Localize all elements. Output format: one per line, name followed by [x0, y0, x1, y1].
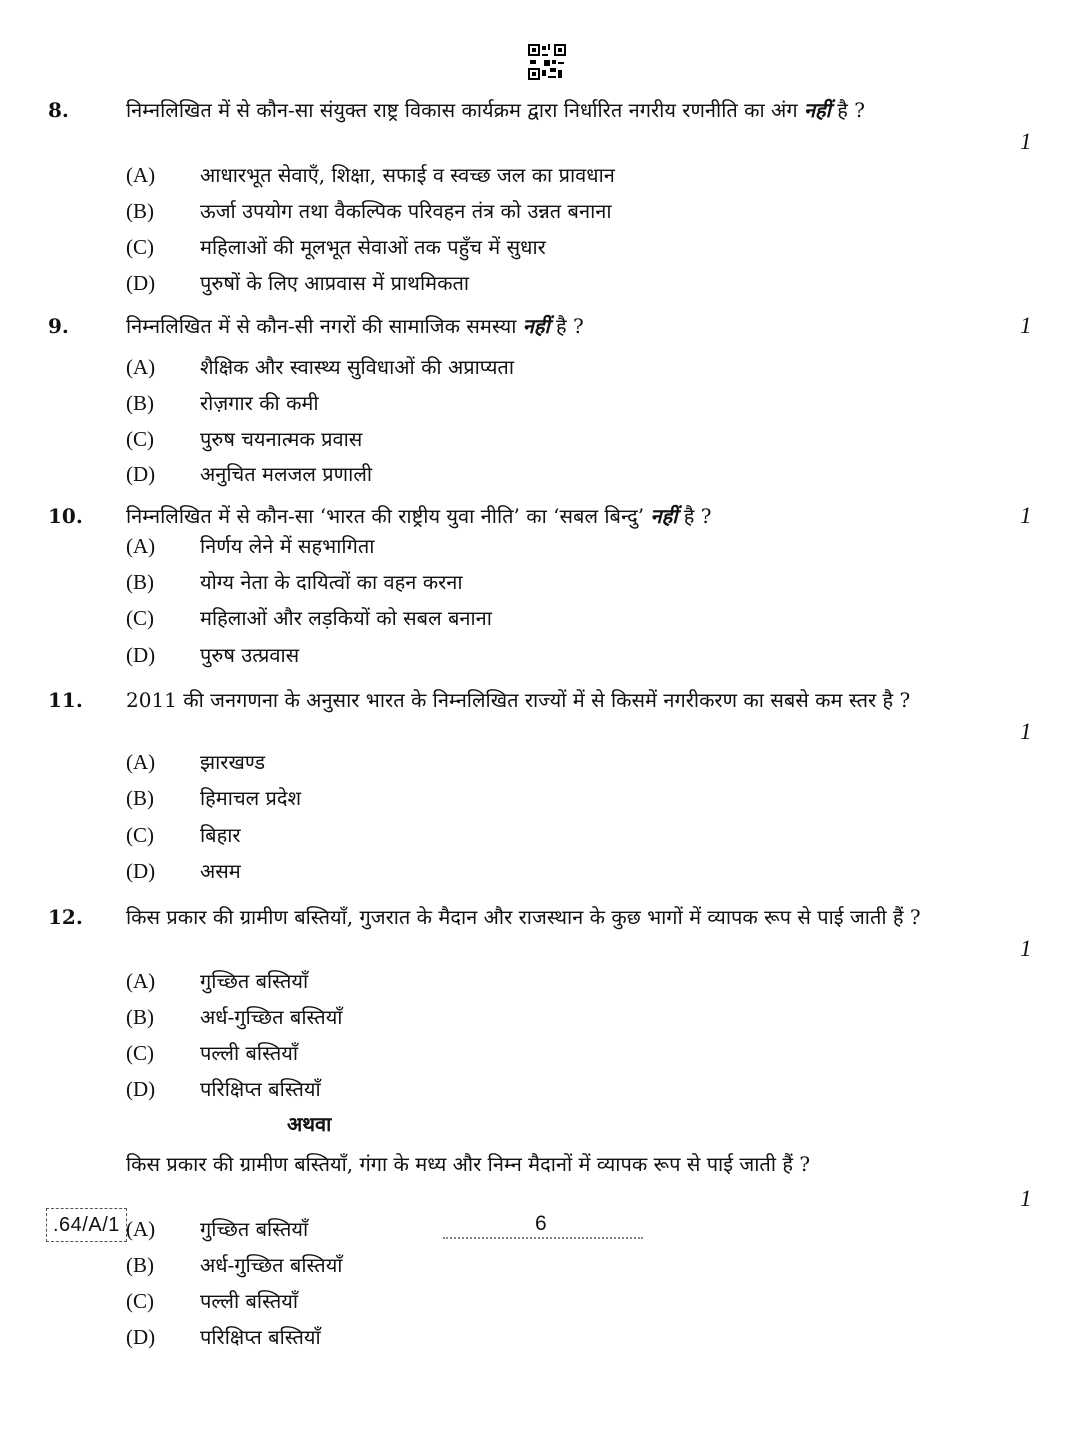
- option-b: (B) रोज़गार की कमी: [126, 391, 319, 415]
- alt-option-a: (A) गुच्छित बस्तियाँ: [126, 1217, 309, 1241]
- alt-question-text: किस प्रकार की ग्रामीण बस्तियाँ, गंगा के मध्य और निम्न मैदानों में व्यापक रूप से पाई जाती हैं ?: [126, 1152, 811, 1176]
- option-c: (C) पुरुष चयनात्मक प्रवास: [126, 427, 363, 451]
- emphasis-not: नहीं: [803, 98, 831, 122]
- question-number: 8.: [48, 98, 69, 122]
- paper-code: .64/A/1: [46, 1208, 127, 1242]
- option-b: (B) अर्ध-गुच्छित बस्तियाँ: [126, 1005, 343, 1029]
- question-number: 9.: [48, 314, 69, 338]
- emphasis-not: नहीं: [522, 314, 550, 338]
- marks: 1: [1020, 719, 1032, 744]
- alt-marks: 1: [1020, 1186, 1032, 1211]
- option-d: (D) पुरुष उत्प्रवास: [126, 643, 300, 667]
- footer-divider: [443, 1237, 643, 1239]
- question-number: 11.: [48, 688, 83, 712]
- option-a: (A) गुच्छित बस्तियाँ: [126, 969, 309, 993]
- or-separator: अथवा: [287, 1112, 332, 1136]
- option-a: (A) झारखण्ड: [126, 750, 266, 774]
- alt-option-c: (C) पल्ली बस्तियाँ: [126, 1289, 299, 1313]
- marks: 1: [1020, 313, 1032, 338]
- option-b: (B) योग्य नेता के दायित्वों का वहन करना: [126, 570, 463, 594]
- option-a: (A) निर्णय लेने में सहभागिता: [126, 534, 375, 558]
- question-number: 12.: [48, 905, 83, 929]
- alt-option-b: (B) अर्ध-गुच्छित बस्तियाँ: [126, 1253, 343, 1277]
- question-text: निम्नलिखित में से कौन-सी नगरों की सामाजिक समस्या नहीं है ?: [126, 314, 584, 338]
- question-text: किस प्रकार की ग्रामीण बस्तियाँ, गुजरात के मैदान और राजस्थान के कुछ भागों में व्यापक रूप से पाई जाती हैं ?: [126, 905, 921, 929]
- marks: 1: [1020, 129, 1032, 154]
- option-c: (C) बिहार: [126, 823, 241, 847]
- page-number: 6: [535, 1212, 547, 1235]
- option-d: (D) परिक्षिप्त बस्तियाँ: [126, 1077, 321, 1101]
- question-text: निम्नलिखित में से कौन-सा ‘भारत की राष्ट्रीय युवा नीति’ का ‘सबल बिन्दु’ नहीं है ?: [126, 504, 712, 528]
- option-c: (C) महिलाओं की मूलभूत सेवाओं तक पहुँच में सुधार: [126, 235, 546, 259]
- question-text: निम्नलिखित में से कौन-सा संयुक्त राष्ट्र विकास कार्यक्रम द्वारा निर्धारित नगरीय रणनीति का अंग नहीं है ?: [126, 98, 865, 122]
- option-d: (D) पुरुषों के लिए आप्रवास में प्राथमिकता: [126, 271, 470, 295]
- option-c: (C) पल्ली बस्तियाँ: [126, 1041, 299, 1065]
- option-d: (D) असम: [126, 859, 241, 883]
- option-b: (B) हिमाचल प्रदेश: [126, 786, 302, 810]
- qr-code: [528, 44, 566, 80]
- question-text: 2011 की जनगणना के अनुसार भारत के निम्नलिखित राज्यों में से किसमें नगरीकरण का सबसे कम स्तर है ?: [126, 688, 911, 712]
- option-a: (A) आधारभूत सेवाएँ, शिक्षा, सफाई व स्वच्छ जल का प्रावधान: [126, 163, 615, 187]
- option-d: (D) अनुचित मलजल प्रणाली: [126, 462, 373, 486]
- option-a: (A) शैक्षिक और स्वास्थ्य सुविधाओं की अप्राप्यता: [126, 355, 515, 379]
- question-number: 10.: [48, 504, 83, 528]
- marks: 1: [1020, 503, 1032, 528]
- marks: 1: [1020, 936, 1032, 961]
- option-c: (C) महिलाओं और लड़कियों को सबल बनाना: [126, 606, 492, 630]
- option-b: (B) ऊर्जा उपयोग तथा वैकल्पिक परिवहन तंत्र को उन्नत बनाना: [126, 199, 612, 223]
- emphasis-not: नहीं: [650, 504, 678, 528]
- alt-option-d: (D) परिक्षिप्त बस्तियाँ: [126, 1325, 321, 1349]
